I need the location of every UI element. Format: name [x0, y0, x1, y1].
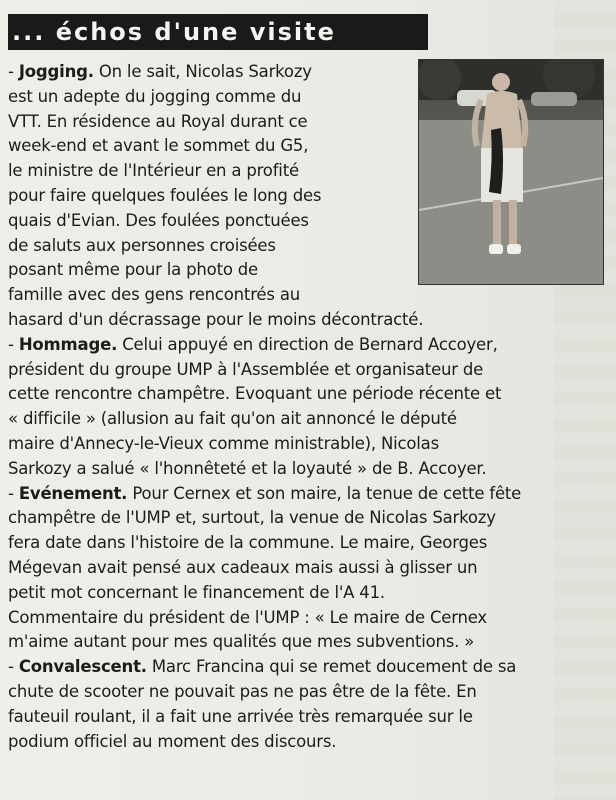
text-line: président du groupe UMP à l'Assemblée et organisateur de	[8, 359, 484, 379]
text-line: Commentaire du président de l'UMP : « Le maire de Cernex	[8, 607, 487, 627]
text-line: petit mot concernant le financement de l'A 41.	[8, 582, 385, 602]
text-line: Celui appuyé en direction de Bernard Accoyer,	[122, 334, 498, 354]
item-lead: Jogging.	[18, 62, 94, 81]
text-line: Pour Cernex et son maire, la tenue de cette fête	[132, 483, 522, 503]
text-line: VTT. En résidence au Royal durant ce	[8, 111, 308, 131]
text-line: est un adepte du jogging comme du	[8, 86, 302, 106]
item-convalescent: - Convalescent. Marc Francina qui se remet doucement de sa chute de scooter ne pouvait pas ne pas être de la fête. En fauteuil roulant, il a fait une arrivée très remarquée sur le podium officiel au moment des discours.	[8, 655, 608, 754]
text-line: hasard d'un décrassage pour le moins décontracté.	[8, 309, 424, 329]
text-line: « difficile » (allusion au fait qu'on ait annoncé le député	[8, 409, 457, 429]
item-hommage: - Hommage. Celui appuyé en direction de Bernard Accoyer, président du groupe UMP à l'Assemblée et organisateur de cette rencontre champêtre. Evoquant une période récente et « difficile » (allusion au fait qu'on ait annoncé le député maire d'Annecy-le-Vieux comme ministrable), Nicolas Sarkozy a salué « l'honnêteté et la loyauté » de B. Accoyer.	[8, 333, 608, 482]
article-body	[8, 60, 608, 754]
item-evenement: - Evénement. Pour Cernex et son maire, la tenue de cette fête champêtre de l'UMP et, surtout, la venue de Nicolas Sarkozy fera date dans l'histoire de la commune. Le maire, Georges Mégevan avait pensé aux cadeaux mais aussi à glisser un petit mot concernant le financement de l'A 41. Commentaire du président de l'UMP : « Le maire de Cernex m'aime autant pour mes qualités que mes subventions. »	[8, 482, 608, 656]
text-line: Sarkozy a salué « l'honnêteté et la loyauté » de B. Accoyer.	[8, 458, 487, 478]
text-line: Mégevan avait pensé aux cadeaux mais aussi à glisser un	[8, 557, 478, 577]
text-line: fauteuil roulant, il a fait une arrivée très remarquée sur le	[8, 706, 473, 726]
text-line: maire d'Annecy-le-Vieux comme ministrable), Nicolas	[8, 433, 439, 453]
text-line: chute de scooter ne pouvait pas ne pas être de la fête. En	[8, 681, 477, 701]
text-line: week-end et avant le sommet du G5,	[8, 136, 309, 156]
text-line: quais d'Evian. Des foulées ponctuées	[8, 210, 309, 230]
text-line: de saluts aux personnes croisées	[8, 235, 276, 255]
item-lead: Hommage.	[18, 334, 118, 354]
text-line: cette rencontre champêtre. Evoquant une période récente et	[8, 384, 502, 404]
item-jogging: - Jogging. On le sait, Nicolas Sarkozy est un adepte du jogging comme du VTT. En résidence au Royal durant ce week-end et avant le sommet du G5, le ministre de l'Intérieur en a profité pour faire quelques foulées le long des quais d'Evian. Des foulées ponctuées de saluts aux personnes croisées posant même pour la photo de famille avec des gens rencontrés au	[8, 60, 412, 308]
text-line: m'aime autant pour mes qualités que mes subventions. »	[8, 632, 475, 652]
text-line: fera date dans l'histoire de la commune. Le maire, Georges	[8, 533, 488, 553]
text-line: podium officiel au moment des discours.	[8, 731, 337, 751]
text-line: pour faire quelques foulées le long des	[8, 185, 322, 205]
item-jogging-tail	[8, 308, 608, 333]
text-line: famille avec des gens rencontrés au	[8, 285, 300, 305]
text-line: le ministre de l'Intérieur en a profité	[8, 161, 299, 181]
text-line: Marc Francina qui se remet doucement de sa	[151, 657, 517, 677]
item-lead: Convalescent.	[18, 657, 147, 677]
headline: ... échos d'une visite	[8, 14, 428, 50]
item-lead: Evénement.	[18, 483, 128, 503]
text-line: posant même pour la photo de	[8, 260, 258, 280]
text-line: champêtre de l'UMP et, surtout, la venue de Nicolas Sarkozy	[8, 508, 496, 528]
text-line: On le sait, Nicolas Sarkozy	[98, 62, 312, 81]
